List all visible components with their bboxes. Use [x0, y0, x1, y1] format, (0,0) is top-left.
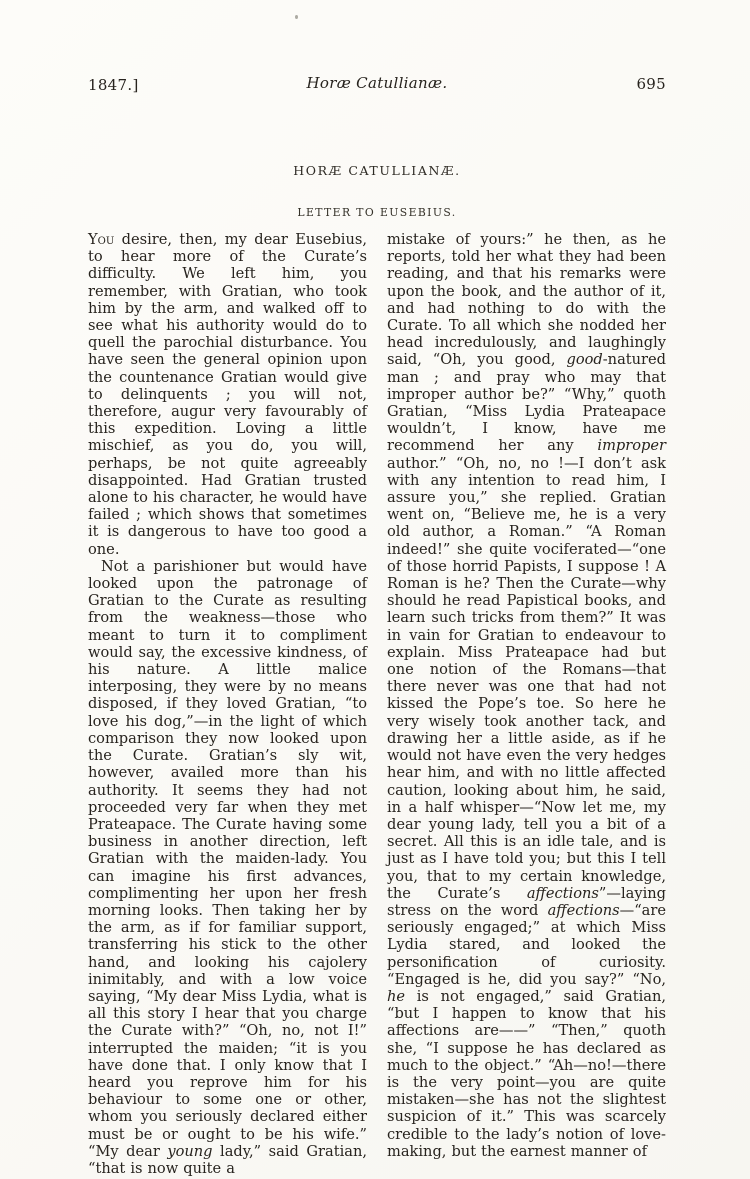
- running-header-page-number: 695: [636, 75, 666, 93]
- text-columns: [88, 231, 666, 1177]
- paragraph-1: You desire, then, my dear Eusebius, to hear more of the Curate’s difficulty. We left him, you remember, with Gratian, who took him by the arm, and walked off to see what his authority would do to quell the parochial disturbance. You have seen the general opinion upon the countenance Gratian would give to delinquents ; you will not, therefore, augur very favourably of this expedition. Loving a little mischief, as you do, you will, perhaps, be not quite agreeably disappointed. Had Gratian trusted alone to his character, he would have failed ; which shows that sometimes it is dangerous to have too good a one.: [88, 231, 367, 558]
- left-column: [88, 231, 367, 1177]
- paragraph-2-continued: mistake of yours:” he then, as he reports, told her what they had been reading, and that his remarks were upon the book, and the author of it, and had nothing to do with the Curate. To all which she nodded her head incredulously, and laughingly said, “Oh, you good, good-natured man ; and pray who may that improper author be?” “Why,” quoth Gratian, “Miss Lydia Prateapace wouldn’t, I know, have me recommend her any improper author.” “Oh, no, no !—I don’t ask with any intention to read him, I assure you,” she replied. Gratian went on, “Believe me, he is a very old author, a Roman.” “A Roman indeed!” she quite vociferated—“one of those horrid Papists, I suppose ! A Roman is he? Then the Curate—why should he read Papistical books, and learn such tricks from them?” It was in vain for Gratian to endeavour to explain. Miss Prateapace had but one notion of the Romans—that there never was one that had not kissed the Pope’s toe. So here he very wisely took another tack, and drawing her a little aside, as if he would not have even the very hedges hear him, and with no little affected caution, looking about him, he said, in a half whisper—“Now let me, my dear young lady, tell you a bit of a secret. All this is an idle tale, and is just as I have told you; but this I tell you, that to my certain knowledge, the Curate’s affections”—laying stress on the word affections—“are seriously engaged;” at which Miss Lydia stared, and looked the personification of curiosity. “Engaged is he, did you say?” “No, he is not engaged,” said Gratian, “but I happen to know that his affections are——” “Then,” quoth she, “I suppose he has declared as much to the object.” “Ah—no!—there is the very point—you are quite mistaken—she has not the slightest suspicion of it.” This was scarcely credible to the lady’s notion of love-making, but the earnest manner of: [387, 231, 666, 1160]
- running-header-journal-title: Horæ Catullianæ.: [306, 74, 448, 92]
- paragraph-2: Not a parishioner but would have looked upon the patronage of Gratian to the Curate as resulting from the weakness—those who meant to turn it to compliment would say, the excessive kindness, of his nature. A little malice interposing, they were by no means disposed, if they loved Gratian, “to love his dog,”—in the light of which comparison they now looked upon the Curate. Gratian’s sly wit, however, availed more than his authority. It seems they had not proceeded very far when they met Prateapace. The Curate having some business in another direction, left Gratian with the maiden-lady. You can imagine his first advances, complimenting her upon her fresh morning looks. Then taking her by the arm, as if for familiar support, transferring his stick to the other hand, and looking his cajolery inimitably, and with a low voice saying, “My dear Miss Lydia, what is all this story I hear that you charge the Curate with?” “Oh, no, not I!” interrupted the maiden; “it is you have done that. I only know that I heard you reprove him for his behaviour to some one or other, whom you seriously declared either must be or ought to be his wife.” “My dear young lady,” said Gratian, “that is now quite a: [88, 557, 367, 1177]
- right-column: [387, 231, 666, 1177]
- article-title: HORÆ CATULLIANÆ.: [293, 163, 461, 178]
- print-speck-artifact: [295, 15, 298, 19]
- running-header-year: 1847.]: [88, 76, 139, 94]
- article-subtitle: LETTER TO EUSEBIUS.: [297, 206, 457, 219]
